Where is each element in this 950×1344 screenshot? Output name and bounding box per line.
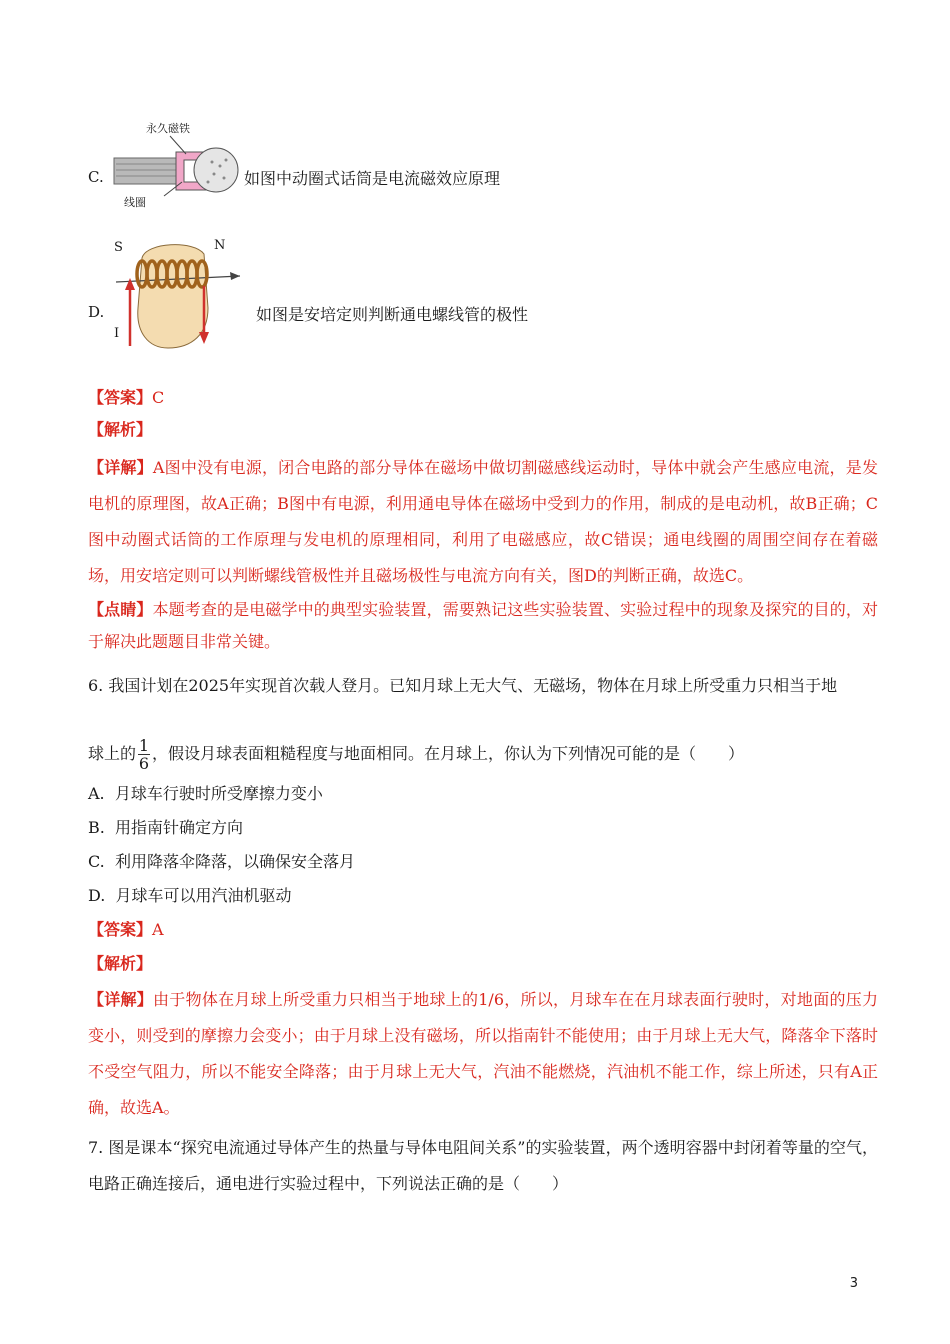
q6-option-c [88,846,878,878]
right-hand-solenoid-icon [112,238,252,352]
q7-stem: 7. 图是课本“探究电流通过导体产生的热量与导体电阻间关系”的实验装置，两个透明容器中封闭着等量的空气，电路正确连接后，通电进行实验过程中，下列说法正确的是（ ） [88,1138,878,1193]
q6-option-b [88,812,878,844]
frac-numerator: 1 [138,736,150,755]
option-text: 月球车行驶时所受摩擦力变小 [114,784,323,803]
fraction-one-sixth [138,738,150,771]
coil-label: 线圈 [124,196,146,209]
analysis-tag: 【解析】 [88,420,153,439]
frac-denominator: 6 [138,754,150,773]
detail-text: 由于物体在月球上所受重力只相当于地球上的1/6，所以，月球车在在月球表面行驶时，对地面的压力变小，则受到的摩擦力会变小；由于月球上没有磁场，所以指南针不能使用；由于月球上无大气，降落伞下落时不受空气阻力，所以不能安全降落；由于月球上无大气，汽油不能燃烧，汽油机不能工作，综上所述，只有A正确，故选A。 [88,990,878,1117]
option-label: C. [88,852,105,871]
q5-comment [88,594,878,658]
option-d-text: 如图是安培定则判断通电螺线管的极性 [256,305,529,324]
option-text: 月球车可以用汽油机驱动 [115,886,292,905]
q6-answer [88,914,878,946]
comment-text: 本题考查的是电磁学中的典型实验装置，需要熟记这些实验装置、实验过程中的现象及探究的目的，对于解决此题题目非常关键。 [88,600,878,651]
north-pole-label: N [214,238,226,253]
option-text: 用指南针确定方向 [115,818,244,837]
microphone-figure [112,122,240,210]
q6-stem-line2 [88,738,878,771]
answer-tag: 【答案】 [88,388,153,407]
current-label: I [114,326,120,341]
permanent-magnet-label: 永久磁铁 [146,122,190,135]
solenoid-figure [112,238,252,352]
option-c-text: 如图中动圈式话筒是电流磁效应原理 [244,169,501,188]
option-label: B. [88,818,105,837]
south-pole-label: S [114,240,123,255]
answer-value: C [152,388,165,407]
option-d-label: D. [88,303,105,321]
q6-option-d [88,880,878,912]
q6-stem-pre: 球上的 [88,744,137,763]
detail-tag: 【详解】 [88,990,154,1009]
q6-stem-post: ，假设月球表面粗糙程度与地面相同。在月球上，你认为下列情况可能的是（ ） [152,744,745,763]
q6-analysis-tag [88,948,878,980]
q5-analysis-tag [88,414,878,446]
q6-detail [88,982,878,1126]
option-text: 利用降落伞降落，以确保安全落月 [114,852,355,871]
page-number: 3 [849,1276,858,1291]
detail-text: A图中没有电源，闭合电路的部分导体在磁场中做切割磁感线运动时，导体中就会产生感应电流，是发电机的原理图，故A正确；B图中有电源，利用通电导体在磁场中受到力的作用，制成的是电动机，故B正确；C图中动圈式话筒的工作原理与发电机的原理相同，利用了电磁感应，故C错误；通电线圈的周围空间存在着磁场，用安培定则可以判断螺线管极性并且磁场极性与电流方向有关，图D的判断正确，故选C。 [88,458,878,585]
q5-detail [88,450,878,594]
detail-tag: 【详解】 [88,458,153,477]
q5-answer [88,382,878,414]
answer-tag: 【答案】 [88,920,153,939]
option-label: D. [88,886,106,905]
comment-tag: 【点睛】 [88,600,153,619]
analysis-tag: 【解析】 [88,954,153,973]
option-c-label: C. [88,168,104,186]
q6-option-a [88,778,878,810]
answer-value: A [152,920,164,939]
option-label: A. [88,784,105,803]
q6-stem-line1: 6. 我国计划在2025年实现首次载人登月。已知月球上无大气、无磁场，物体在月球上所受重力只相当于地 [88,676,838,695]
